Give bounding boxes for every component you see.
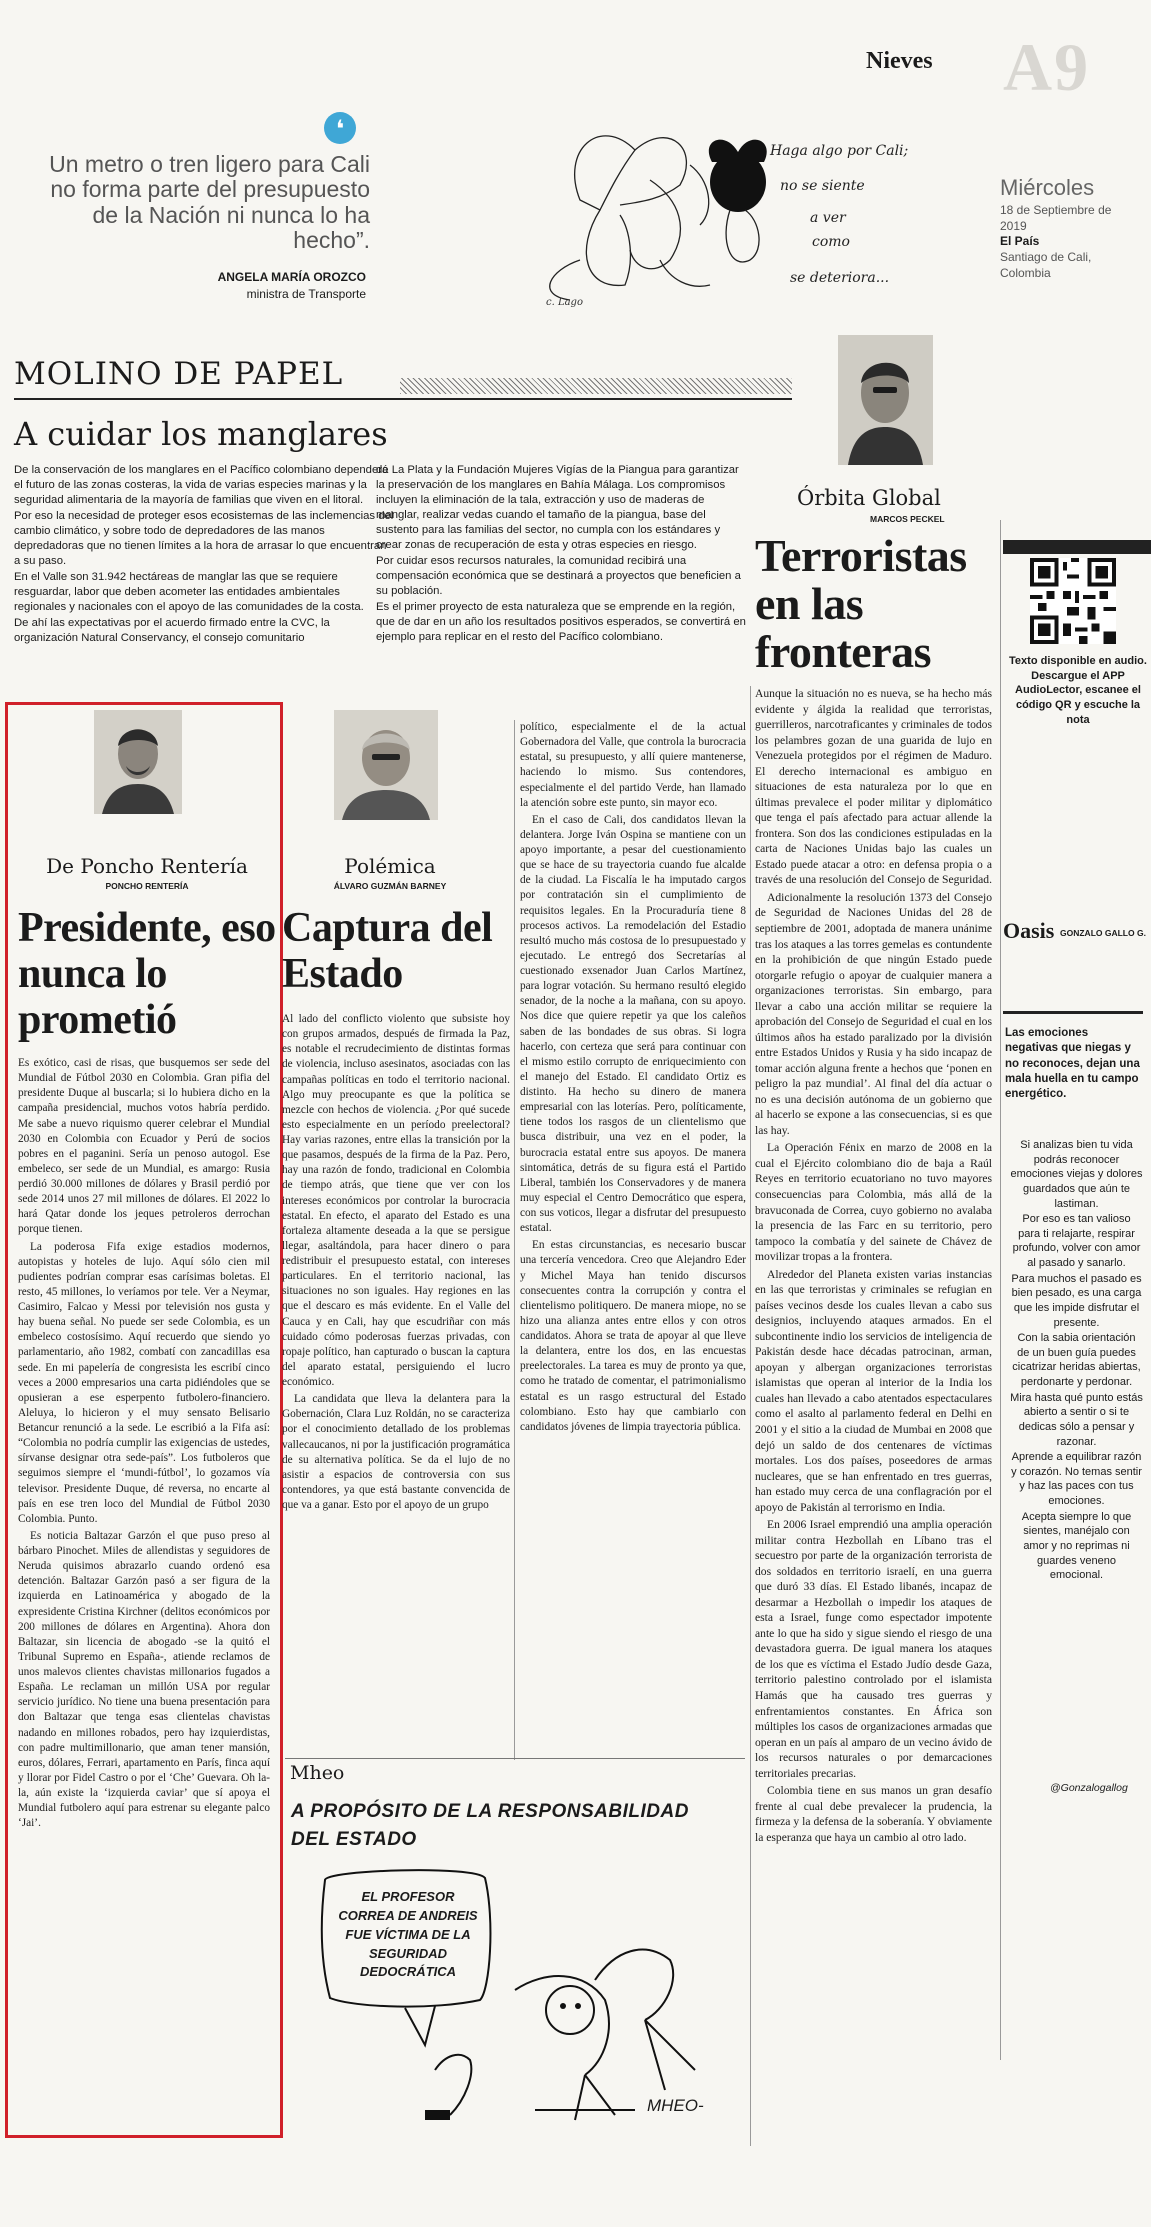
oasis-section-title: Oasis xyxy=(1003,918,1055,943)
handwriting-line-2: no se siente xyxy=(780,178,865,194)
city-name: Santiago de Cali, Colombia xyxy=(1000,250,1092,280)
oasis-body xyxy=(1010,1138,1143,1584)
poncho-p2: La poderosa Fifa exige estadios modernos, autopistas y hoteles de lujo. Aquí sólo cien mil pudientes podrían comprar esas carísimas boletas. El resto, 45 millones, lo veríamos por tele. Ver a Neymar, Casimiro, Falcao y Messi por televisión nos gusta y hay buena señal. No puede ser sede Colombia, es un embeleco costosísimo. Aquí recuerdo que siendo yo parlamentario, año 1982, combatí con zancadillas esa sede. En mi papelería de congresista les escribí cinco veces a 2000 empresarios una carta pidiéndoles que se opusieran a ese esperpento futbolero-financiero. Aleluya, lo hicieron y el muy sensato Belisario Betancur renunció a la sede. Le escribió a la Fifa así: “Colombia no podría cumplir las exigencias de ustedes, sírvanse designar otra sede-país”. Los futboleros que seguimos siempre el ‘mundi-fútbol’, lo gozamos vía televisor. Presidente Duque, dé reversa, no encarte al país en ese tren loco del Mundial de Fútbol 2030 Colombia. Punto. xyxy=(18,1240,270,1525)
author-photo-guzman xyxy=(334,710,438,820)
mheo-title: A PROPÓSITO DE LA RESPONSABILIDAD DEL ESTADO xyxy=(291,1801,689,1850)
paper-name: El País xyxy=(1000,234,1040,248)
mheo-top-rule xyxy=(285,1758,745,1759)
orbita-body xyxy=(755,686,992,1847)
molino-p4: De ahí las expectativas por el acuerdo firmado entre la CVC, la organización Natural Conservancy, el consejo comunitario xyxy=(14,617,330,645)
oasis-rule xyxy=(1003,1011,1143,1014)
polemica-p4: En el caso de Cali, dos candidatos llevan la delantera. Jorge Iván Ospina se mantiene con un apoyo importante, a pesar del cuestionamiento que se hace de su trayectoria cuando fue alcalde de la ciudad. La Fiscalía le ha imputado cargos por contratación sin el cumplimiento de requisitos legales. En la Procuraduría tiene 8 procesos activos. La remodelación del Estadio resultó mucho más costosa de lo presupuestado y ejecutado. Le entregó dos Secretarías al cuestionado exsenador Juan Carlos Martínez, para lograr votación. Su hermano resultó elegido senador, de la noche a la mañana, con su apoyo. Nos dice que quiere repetir ya que los caleños saben de las bondades de sus obras. Si logra hacerlo, con certeza que será para continuar con el mismo estilo corrupto de enriquecimiento con el manejo del Estado. El candidato Ortiz es distinto. Ha hecho su dinero de manera empresarial con las loterías. Pero, políticamente, tiene todos los rasgos de un clientelismo que busca distribuir, una vez en el poder, la burocracia estatal entre sus apoyos. De manera sintomática, detrás de su figura está el Partido Liberal, también los Conservadores y de manera muy especial el Centro Democrático que espera, con sus voticos, llegar a disfrutar del presupuesto estatal. xyxy=(520,813,746,1235)
handwriting-line-3: a ver xyxy=(810,210,846,226)
quote-text: Un metro o tren ligero para Cali no forma parte del presupuesto de la Nación ni nunca lo ha hecho”. xyxy=(49,151,370,253)
oasis-handle[interactable]: @Gonzalogallog xyxy=(1050,1782,1128,1794)
handwriting-line-5: se deteriora... xyxy=(790,270,890,286)
author-photo-renteria xyxy=(94,710,182,814)
molino-col-2 xyxy=(376,463,748,646)
molino-col-1 xyxy=(14,463,394,647)
poncho-p1: Es exótico, casi de risas, que busquemos ser sede del Mundial de Fútbol 2030 en Colombia. Gran pifia del presidente Duque al buscarla; si lo hubiera dicho en la campaña presidencial, muchos votos habría perdido. Me sabe a nuevo riquismo querer celebrar el Mundial 2030 en Colombia con Ecuador y Perú de socios pobres en el paganini. Sería un penoso autogol. Ese embeleco, ser sede de un Mundial, es amargo: Rusia perdió 30.000 millones de dólares y Brasil perdió por sede 2014 unos 27 mil millones de dólares. El 2022 lo hará Qatar donde los jeques petroleros derrochan porque tienen. xyxy=(18,1057,270,1236)
polemica-headline: Captura del Estado xyxy=(282,905,493,998)
quote-icon: ❛ xyxy=(324,112,356,144)
polemica-section-title: Polémica xyxy=(344,854,436,878)
molino-p2: Por eso la necesidad de proteger esos ecosistemas de las inclemencias del cambio climático, y sobre todo de depredadores de las manos depredadoras que no tienen límites a la hora de arrasar lo que encuentran a su paso. xyxy=(14,510,394,568)
molino-p5: de La Plata y la Fundación Mujeres Vigías de la Piangua para garantizar la preservación de los manglares en Bahía Málaga. Los compromisos incluyen la eliminación de la tala, extracción y uso de maderas de manglar, realizar vedas cuando el tamaño de la piangua, base del sustento para las familias del sector, no cumpla con los estándares y crear zonas de recuperación de esta y otras especies en riesgo. xyxy=(376,464,739,552)
polemica-body-col-2 xyxy=(520,720,746,1437)
oasis-lead: Las emociones negativas que niegas y no reconoces, dejan una mala huella en tu campo energético. xyxy=(1005,1027,1140,1101)
polemica-p3: político, especialmente el de la actual Gobernadora del Valle, que controla la burocracia estatal, su presupuesto, y allí quiere mantenerse, haciendo lo mismo. Sus contendores, especialmente el del partido Verde, han llamado la atención sobre este punto, sin mayor eco. xyxy=(520,721,746,809)
cartoon-signature: c. Lago xyxy=(546,297,583,308)
poncho-body xyxy=(18,1056,270,1833)
molino-underline xyxy=(14,398,792,400)
oasis-author: GONZALO GALLO G. xyxy=(1060,928,1146,938)
polemica-col-separator xyxy=(514,720,515,1760)
oasis-p3: Para muchos el pasado es bien pesado, es una carga que les impide disfrutar el presente. xyxy=(1011,1272,1142,1329)
date-day: Miércoles xyxy=(1000,175,1095,200)
orbita-section-title: Órbita Global xyxy=(797,486,941,510)
quote-role: ministra de Transporte xyxy=(246,287,366,301)
quote-author: ANGELA MARÍA OROZCO xyxy=(217,270,366,284)
polemica-body-col-1 xyxy=(282,1012,510,1515)
poncho-p3: Es noticia Baltazar Garzón el que puso preso al bárbaro Pinochet. Miles de allendistas y seguidores de Neruda quisimos abrazarlo cuando ordenó esa detención. Baltazar Garzón pasó a ser figura de la izquierda en Latinoamérica y abogado de la expresidente Cristina Kirchner (delitos económicos por 200 millones de dólares en Argentina). Ahora don Baltazar, sin licencia de abogado -se la quitó el Tribunal Supremo en España-, atiende reclamos de unos malevos clientes chavistas millonarios fugados a España. Le reclaman un millón USA por regular servicio jurídico. No tiene una buena presentación para don Baltazar que tenga esas clientelas chavistas nadando en millones robados, pero hay izquierdistas, con padre multimillonario, que aman tener mansión, euros, dólares, Ferrari, apartamento en París, finca aquí y llorar por Fidel Castro o por el ‘Che’ Guevara. Oh la-la, aún existe la ‘izquierda caviar’ que sí apoya el Mundial futbolero aquí para estrenar su elegante palco ‘Jai’. xyxy=(18,1529,270,1830)
oasis-p2: Por eso es tan valioso para ti relajarte, respirar profundo, volver con amor al pasado y sanarlo. xyxy=(1012,1213,1141,1269)
orbita-col-separator xyxy=(750,686,751,2146)
mheo-balloon-text: EL PROFESOR CORREA DE ANDREIS FUE VÍCTIMA DE LA SEGURIDAD DEDOCRÁTICA xyxy=(338,1889,478,1980)
orbita-p1: Aunque la situación no es nueva, se ha hecho más evidente y álgida la realidad que terroristas, guerrilleros, narcotraficantes y criminales de todos los pelambres gozan de una guarida de lujo en Venezuela protegidos por el régimen de Maduro. El derecho internacional es ambiguo en situaciones de esta naturaleza por lo que en últimas prevalece el poder militar y diplomático que tenga el país afectado para actuar allende la frontera. Son dos las condiciones estipuladas en la carta de Naciones Unidas bajo las cuales un Estado puede atacar a otro: en defensa propia o a través de una resolución del Consejo de Seguridad. xyxy=(755,687,992,887)
polemica-p2: La candidata que lleva la delantera para la Gobernación, Clara Luz Roldán, no se caracteriza por el conocimiento detallado de los problemas vallecaucanos, ni por la justificación programática de su alternativa política. Se da el lujo de no asistir a espacios de controversia con sus contendores, ya que está bastante convencida de que va a ganar. Esto por el apoyo de un grupo xyxy=(282,1393,510,1511)
handwriting-line-1: Haga algo por Cali; xyxy=(770,143,909,159)
oasis-p5: Mira hasta qué punto estás abierto a sentir o si te dedicas sólo a pensar y razonar. xyxy=(1010,1391,1143,1448)
qr-code[interactable] xyxy=(1030,558,1116,644)
handwriting-line-4: como xyxy=(812,234,850,250)
poncho-section-title: De Poncho Rentería xyxy=(46,854,248,878)
page-code: A9 xyxy=(1003,29,1091,105)
orbita-p3: La Operación Fénix en marzo de 2008 en la cual el Ejército colombiano dio de baja a Raúl Reyes en territorio ecuatoriano no tuvo mayores consecuencias para Colombia, más allá de la bravuconada de Correa, cuyo gobierno no avalaba la presencia de las Farc en su territorio, pero tampoco la combatía y del sainete de Chávez de movilizar tropas a la frontera. xyxy=(755,1141,992,1264)
poncho-author: PONCHO RENTERÍA xyxy=(105,881,189,891)
author-photo-peckel xyxy=(838,335,933,465)
molino-p1: De la conservación de los manglares en el Pacífico colombiano dependerá el futuro de las zonas costeras, la vida de varias especies marinas y la seguridad alimentaria de la mayoría de familias que viven en el litoral. xyxy=(14,464,389,507)
oasis-p7: Acepta siempre lo que sientes, manéjalo con amor y no reprimas ni guardes veneno emocional. xyxy=(1021,1510,1132,1582)
mheo-cartoon xyxy=(285,1790,745,2135)
polemica-p1: Al lado del conflicto violento que subsiste hoy con grupos armados, después de firmada la Paz, es notable el recrudecimiento de distintas formas de violencia, incluso asesinatos, asociadas con las campañas políticas en todo el territorio nacional. Algo muy preocupante es que la política se mezcle con hechos de violencia. ¿Por qué sucede esto especialmente en un período preelectoral? Hay varias razones, entre ellas la transición por la que pasamos, después de la firma de la Paz. Pero, hay una razón de fondo, tradicional en Colombia de tiempo atrás, que tiene que ver con los intereses económicos por controlar la burocracia estatal. En efecto, el aparato del Estado es una fortaleza altamente deseada a la que se persigue llegar, asaltándola, para hacer dinero o para redistribuir el presupuesto estatal, con intereses particulares. En el territorio nacional, las situaciones no son iguales. Hay regiones en las que el descaro es más evidente. En el Valle del Cauca y en Cali, hay que escudriñar con más cuidado cómo poderosas fuerzas privadas, con ropaje político, han capturado o buscan la captura del aparato estatal, persiguiendo el lucro económico. xyxy=(282,1013,510,1388)
section-name: Nieves xyxy=(866,48,933,74)
molino-headline: A cuidar los manglares xyxy=(14,415,388,453)
orbita-author: MARCOS PECKEL xyxy=(870,514,945,524)
polemica-author: ÁLVARO GUZMÁN BARNEY xyxy=(333,881,447,891)
orbita-headline: Terroristas en las fronteras xyxy=(755,530,967,677)
orbita-p5: En 2006 Israel emprendió una amplia operación militar contra Hezbollah en Líbano tras el secuestro por parte de la organización terrorista de dos soldados en territorio israelí, en una guerra que duró 33 días. El Estado libanés, incapaz de desarmar a Hezbollah o impedir los ataques de esta a Israel, funge como espectador impotente ante lo que ha sido y sigue siendo el riesgo de una devastadora guerra. De igual manera los ataques de los que es víctima el Estado Judío desde Gaza, territorio palestino controlado por el islamista Hamás que ha causado tres guerras y enfrentamientos constantes. En África son múltiples los casos de organizaciones armadas que operan en un país al amparo de un vecino ávido de los recursos naturales o por demarcaciones territoriales precarias. xyxy=(755,1518,992,1780)
orbita-p2: Adicionalmente la resolución 1373 del Consejo de Seguridad de Naciones Unidas del 28 de septiembre de 2001, adoptada de manera unánime tras los ataques a las torres gemelas es contundente en la prohibición de que ningún Estado puede otorgarle refugio o apoyar de cualquier manera a organizaciones terroristas. Sin embargo, para llevar a cabo una acción militar se requiere la aprobación del Consejo de Seguridad el cual en los últimos años ha estado paralizado por la división entre Estados Unidos y Rusia y ha sido incapaz de tomar acción alguna frente a hechos que ‘ponen en peligro la paz mundial’. Al final del día actuar o no es una decisión autónoma de un gobierno que al hacerlo se expone a las consecuencias, si es que las hay. xyxy=(755,890,992,1137)
molino-p6: Por cuidar esos recursos naturales, la comunidad recibirá una compensación económica que se destinará a proyectos que beneficien a su población. xyxy=(376,555,741,598)
polemica-p5: En estas circunstancias, es necesario buscar una tercería vencedora. Creo que Alejandro Eder y Michel Maya han tenido discursos consecuentes contra la corrupción y contra el clientelismo politiquero. De manera miope, no se hizo una alianza antes entre ellos y con otros candidatos. Ahora se trata de apoyar al que lleve la delantera, entre los dos, en las encuestas preelectorales. La tarea es muy de pronto ya que, como he tratado de comentar, el patrimonialismo estatal es un rasgo estructural del Estado colombiano. Esto hay que cambiarlo con candidatos jóvenes de limpia trayectoria pública. xyxy=(520,1239,746,1433)
molino-section-title: MOLINO DE PAPEL xyxy=(14,356,344,392)
molino-p3: En el Valle son 31.942 hectáreas de manglar las que se requiere resguardar, labor que deben acometer las entidades ambientales regionales y nacionales con el apoyo de las comunidades de la costa. xyxy=(14,571,364,614)
poncho-headline: Presidente, eso nunca lo prometió xyxy=(18,905,276,1044)
oasis-p4: Con la sabia orientación de un buen guía puedes cicatrizar heridas abiertas, perdonarte y perdonar. xyxy=(1012,1332,1141,1388)
oasis-p1: Si analizas bien tu vida podrás reconocer emociones viejas y dolores guardados que aún te lastiman. xyxy=(1010,1139,1143,1210)
mheo-section-title: Mheo xyxy=(290,1762,345,1784)
right-rail-separator xyxy=(1000,520,1001,2060)
mheo-signature: MHEO- xyxy=(647,2096,704,2115)
date-full: 18 de Septiembre de 2019 xyxy=(1000,203,1112,233)
molino-rule xyxy=(400,378,792,394)
molino-p7: Es el primer proyecto de esta naturaleza que se emprende en la región, que de dar en un año los resultados positivos esperados, se convertirá en ejemplo para replicar en el resto del Pacífico colombiano. xyxy=(376,601,746,644)
qr-caption: Texto disponible en audio. Descargue el APP AudioLector, escanee el código QR y escuche la nota xyxy=(1009,655,1147,726)
top-cartoon xyxy=(540,110,960,310)
orbita-p6: Colombia tiene en sus manos un gran desafío frente al cual debe prevalecer la prudencia, la firmeza y la defensa de la soberanía. Y obviamente la esperanza que haya un cambio al otro lado. xyxy=(755,1784,992,1844)
oasis-p6: Aprende a equilibrar razón y corazón. No temas sentir y haz las paces con tus emociones. xyxy=(1011,1451,1142,1507)
qr-top-rule xyxy=(1003,540,1151,554)
orbita-p4: Alrededor del Planeta existen varias instancias en las que terroristas y criminales se refugian en países vecinos desde los cuales llevan a cabo sus designios, incluyendo ataques armados. En el subcontinente indio los servicios de inteligencia de Pakistán desde hace décadas patrocinan, arman, apoyan y albergan organizaciones terroristas islamistas que operan al interior de la India los cuales han llevado a cabo atentados espectaculares como el asalto al parlamento federal en Delhi en 2001 y el sitio a la ciudad de Mumbai en 2008 que dejó un saldo de dos centenares de víctimas mortales. Los dos países, poseedores de armas nucleares, que se han enfrentado en tres guerras, han estado muy cerca de una conflagración por el apoyo de Pakistán al terrorismo en India. xyxy=(755,1267,992,1514)
